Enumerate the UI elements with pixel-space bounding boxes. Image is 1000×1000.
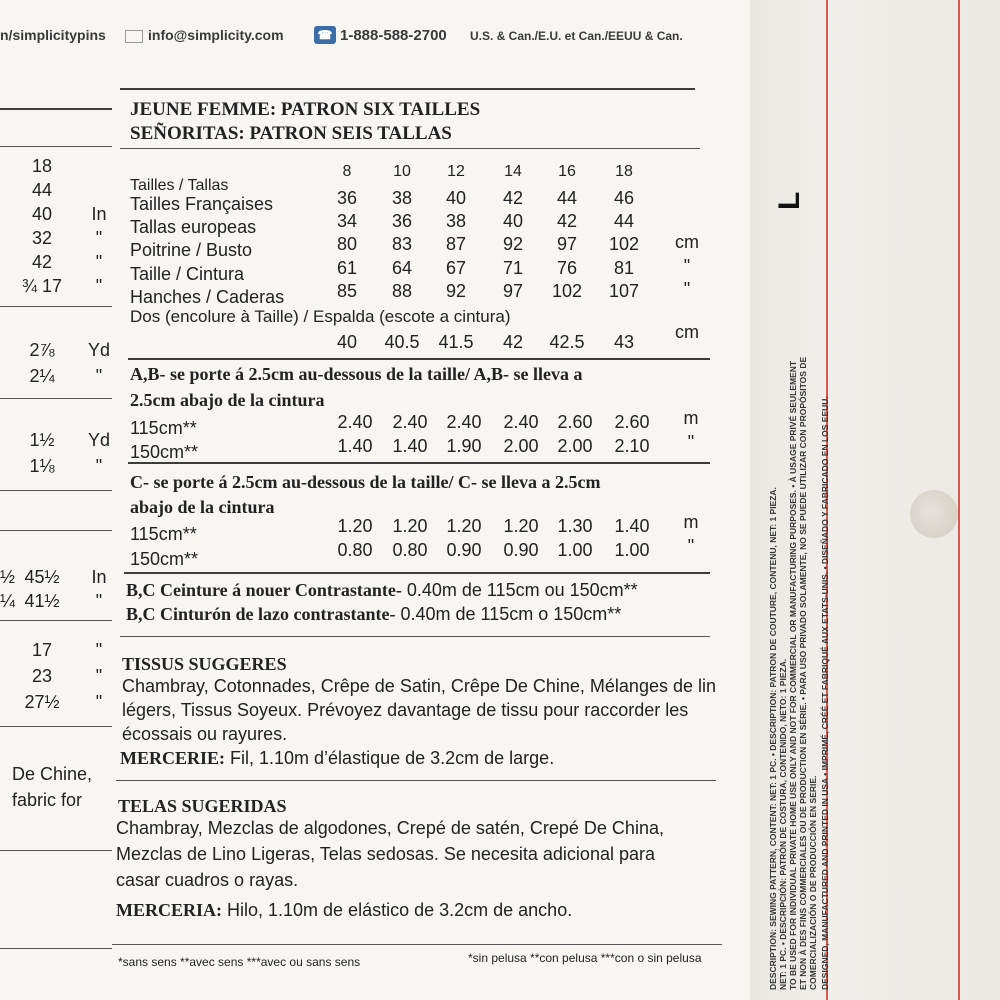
- size-value: 92: [445, 281, 467, 301]
- size-value: 102: [608, 234, 640, 254]
- yardage-unit: m: [683, 408, 699, 428]
- yardage-value: 0.80: [337, 540, 373, 560]
- left-unit: ": [95, 640, 103, 660]
- left-unit: In: [91, 204, 107, 224]
- size-value: 34: [336, 211, 358, 231]
- size-unit: ": [683, 279, 691, 299]
- size-unit: cm: [675, 232, 699, 252]
- left-rule: [0, 108, 112, 110]
- left-value: 40: [31, 204, 53, 224]
- section-rule: [116, 780, 716, 781]
- tissus-heading: TISSUS SUGGERES: [122, 654, 287, 674]
- size-value: 76: [556, 258, 578, 278]
- left-value: 1½: [29, 430, 55, 450]
- left-value: 23: [31, 666, 53, 686]
- size-value: 83: [391, 234, 413, 254]
- size-value: 97: [556, 234, 578, 254]
- size-value: 64: [391, 258, 413, 278]
- yardage-value: 2.60: [614, 412, 650, 432]
- back-value: 41.5: [438, 332, 474, 352]
- yardage-value: 1.30: [557, 516, 593, 536]
- contrast-line-1: B,C Ceinture á nouer Contrastante- 0.40m de 115cm ou 150cm**: [126, 580, 638, 600]
- size-row-label: Tallas europeas: [130, 217, 257, 237]
- left-rule: [0, 850, 112, 851]
- size-value: 92: [502, 234, 524, 254]
- size-value: 85: [336, 281, 358, 301]
- left-unit: ": [95, 252, 103, 272]
- yardage-value: 1.00: [614, 540, 650, 560]
- merceria-line: MERCERIA: Hilo, 1.10m de elástico de 3.2cm de ancho.: [116, 900, 573, 920]
- size-row-label: Taille / Cintura: [130, 264, 245, 284]
- size-unit: ": [683, 256, 691, 276]
- size-value: 42: [556, 211, 578, 231]
- mercerie-line: MERCERIE: Fil, 1.10m d’élastique de 3.2cm de large.: [120, 748, 555, 768]
- size-value: 18: [615, 163, 633, 180]
- yardage-value: 2.40: [503, 412, 539, 432]
- side-text-1: DESCRIPTION: SEWING PATTERN, CONTENT: NET: 1 PC. • DESCRIPTION: PATRON DE COUTURE, CONTENU, NET: 1 PIEZA.: [768, 487, 778, 990]
- section-ab-heading-2: 2.5cm abajo de la cintura: [130, 390, 325, 410]
- left-value: 1⅛: [29, 456, 55, 476]
- left-unit: ": [95, 692, 103, 712]
- phone-text: 1-888-588-2700: [340, 27, 447, 44]
- paragraph-line: Chambray, Mezclas de algodones, Crepé de satén, Crepé De China,: [116, 818, 664, 838]
- left-unit: In: [91, 567, 107, 587]
- size-value: 36: [336, 188, 358, 208]
- email-text: info@simplicity.com: [148, 27, 284, 43]
- yardage-value: 1.40: [614, 516, 650, 536]
- paragraph-line: casar cuadros o rayas.: [116, 870, 299, 890]
- footnote-left: *sans sens **avec sens ***avec ou sans sens: [118, 955, 361, 969]
- left-value: 41½: [24, 591, 60, 611]
- yardage-value: 1.40: [337, 436, 373, 456]
- section-rule: [128, 462, 710, 464]
- left-fraction-prefix: ¼: [0, 591, 16, 611]
- back-value: 42.5: [549, 332, 585, 352]
- side-text-5: COMERCIALIZACIÓN O DE PRODUCCIÓN EN SERIE.: [808, 775, 818, 990]
- yardage-row-label: 150cm**: [130, 442, 199, 462]
- left-value: ¾ 17: [22, 276, 63, 296]
- size-row-label: Poitrine / Busto: [130, 240, 253, 260]
- region-text: U.S. & Can./E.U. et Can./EEUU & Can.: [470, 29, 683, 43]
- left-text-2: fabric for: [12, 790, 83, 810]
- left-value: 18: [31, 156, 53, 176]
- phone-icon: ☎: [314, 26, 336, 44]
- yardage-value: 2.60: [557, 412, 593, 432]
- left-fraction-prefix: ½: [0, 567, 16, 587]
- contrast-line-2: B,C Cinturón de lazo contrastante- 0.40m de 115cm o 150cm**: [126, 604, 622, 624]
- back-value: 40: [336, 332, 358, 352]
- left-rule: [0, 398, 112, 399]
- paragraph-line: écossais ou rayures.: [122, 724, 288, 744]
- yardage-value: 2.00: [557, 436, 593, 456]
- left-value: 42: [31, 252, 53, 272]
- left-value: 44: [31, 180, 53, 200]
- yardage-value: 1.20: [446, 516, 482, 536]
- yardage-value: 2.40: [446, 412, 482, 432]
- back-length-label: Dos (encolure à Taille) / Espalda (escote a cintura): [130, 307, 511, 326]
- left-unit: ": [95, 228, 103, 248]
- yardage-value: 2.00: [503, 436, 539, 456]
- size-value: 88: [391, 281, 413, 301]
- size-value: 46: [613, 188, 635, 208]
- yardage-value: 0.90: [503, 540, 539, 560]
- size-value: 42: [502, 188, 524, 208]
- left-unit: ": [95, 276, 103, 296]
- left-value: 27½: [24, 692, 60, 712]
- left-rule: [0, 948, 112, 949]
- left-unit: ": [95, 456, 103, 476]
- left-text-1: De Chine,: [12, 764, 93, 784]
- title-top-rule: [120, 88, 695, 90]
- paragraph-line: Mezclas de Lino Ligeras, Telas sedosas. Se necesita adicional para: [116, 844, 655, 864]
- yardage-value: 2.10: [614, 436, 650, 456]
- telas-heading: TELAS SUGERIDAS: [118, 796, 287, 816]
- yardage-value: 2.40: [337, 412, 373, 432]
- side-text-4: ET NON À DES FINS COMMERCIALES OU DE PRODUCTION EN SÉRIE. • PARA USO PRIVADO SOLAMENTE, NO SE PUEDE UTILIZAR CON PROPÓSITOS DE: [798, 356, 808, 990]
- yardage-value: 1.00: [557, 540, 593, 560]
- left-value: 2¼: [29, 366, 55, 386]
- yardage-value: 0.90: [446, 540, 482, 560]
- size-value: 10: [393, 163, 411, 180]
- side-text-2: NET: 1 PC. • DESCRIPCIÓN: PATRÓN DE COSTURA, CONTENIDO, NETO: 1 PIEZA.: [778, 658, 788, 990]
- section-ab-heading-1: A,B- se porte á 2.5cm au-dessous de la taille/ A,B- se lleva a: [130, 364, 583, 384]
- size-value: 67: [445, 258, 467, 278]
- left-value: 17: [31, 640, 53, 660]
- left-value: 2⅞: [29, 340, 55, 360]
- mail-icon: [125, 30, 143, 43]
- size-row-label: Tailles / Tallas: [130, 177, 229, 194]
- left-rule: [0, 726, 112, 727]
- back-value: 42: [502, 332, 524, 352]
- section-rule: [120, 636, 710, 637]
- section-c-heading-1: C- se porte á 2.5cm au-dessous de la taille/ C- se lleva a 2.5cm: [130, 472, 601, 492]
- sleeve-edge-line-right: [958, 0, 960, 1000]
- size-value: 97: [502, 281, 524, 301]
- left-rule: [0, 306, 112, 307]
- size-value: 81: [613, 258, 635, 278]
- size-value: 38: [445, 211, 467, 231]
- paragraph-line: légers, Tissus Soyeux. Prévoyez davantage de tissu pour raccorder les: [122, 700, 689, 720]
- section-rule: [128, 358, 710, 360]
- size-value: 38: [391, 188, 413, 208]
- left-rule: [0, 490, 112, 491]
- side-text-6: DESIGNED, MANUFACTURED AND PRINTED IN USA • IMPRIMÉ, CRÉÉ ET FABRIQUÉ AUX ETATS-UNIS. • DISEÑADO Y FABRICADO EN LOS EEUU.: [820, 396, 830, 990]
- left-rule: [0, 620, 112, 621]
- yardage-unit: ": [687, 536, 695, 556]
- size-value: 44: [613, 211, 635, 231]
- yardage-unit: ": [687, 432, 695, 452]
- contact-bar: [0, 22, 760, 50]
- side-text-3: TO BE USED FOR INDIVIDUAL PRIVATE HOME USE ONLY AND NOT FOR COMMERCIAL OR MANUFACTURING PURPOSES. • À USAGE PRIVÉ SEULEMENT: [788, 360, 798, 990]
- size-value: 80: [336, 234, 358, 254]
- paragraph-line: Chambray, Cotonnades, Crêpe de Satin, Crêpe De Chine, Mélanges de lin: [122, 676, 716, 696]
- size-value: 44: [556, 188, 578, 208]
- yardage-row-label: 150cm**: [130, 549, 199, 569]
- size-value: 61: [336, 258, 358, 278]
- size-value: 14: [504, 163, 522, 180]
- yardage-value: 0.80: [392, 540, 428, 560]
- size-value: 40: [502, 211, 524, 231]
- yardage-value: 1.20: [392, 516, 428, 536]
- title-line-1: JEUNE FEMME: PATRON SIX TAILLES: [130, 99, 481, 120]
- size-value: 107: [608, 281, 640, 301]
- back-unit: cm: [675, 322, 699, 342]
- size-letter-mark: L: [773, 191, 806, 210]
- size-value: 40: [445, 188, 467, 208]
- yardage-row-label: 115cm**: [130, 524, 197, 544]
- pins-link: n/simplicitypins: [0, 27, 106, 43]
- back-value: 40.5: [384, 332, 420, 352]
- back-value: 43: [613, 332, 635, 352]
- yardage-unit: m: [683, 512, 699, 532]
- size-value: 8: [342, 163, 352, 180]
- title-bottom-rule: [120, 148, 700, 149]
- left-rule: [0, 146, 112, 147]
- section-c-heading-2: abajo de la cintura: [130, 497, 275, 517]
- left-unit: Yd: [87, 430, 111, 450]
- size-value: 16: [558, 163, 576, 180]
- yardage-row-label: 115cm**: [130, 418, 197, 438]
- left-unit: ": [95, 591, 103, 611]
- size-row-label: Tailles Françaises: [130, 194, 274, 214]
- size-value: 87: [445, 234, 467, 254]
- left-rule: [0, 530, 112, 531]
- left-value: 32: [31, 228, 53, 248]
- yardage-value: 1.20: [337, 516, 373, 536]
- size-value: 12: [447, 163, 465, 180]
- section-rule: [124, 572, 710, 574]
- yardage-value: 2.40: [392, 412, 428, 432]
- yardage-value: 1.40: [392, 436, 428, 456]
- yardage-value: 1.20: [503, 516, 539, 536]
- footnote-rule: [112, 944, 722, 945]
- size-row-label: Hanches / Caderas: [130, 287, 285, 307]
- yardage-value: 1.90: [446, 436, 482, 456]
- left-value: 45½: [24, 567, 60, 587]
- left-unit: ": [95, 366, 103, 386]
- footnote-right: *sin pelusa **con pelusa ***con o sin pelusa: [468, 951, 702, 965]
- size-value: 71: [502, 258, 524, 278]
- binder-hole: [910, 490, 958, 538]
- left-unit: ": [95, 666, 103, 686]
- size-value: 36: [391, 211, 413, 231]
- size-value: 102: [551, 281, 583, 301]
- left-unit: Yd: [87, 340, 111, 360]
- title-line-2: SEÑORITAS: PATRON SEIS TALLAS: [130, 123, 452, 144]
